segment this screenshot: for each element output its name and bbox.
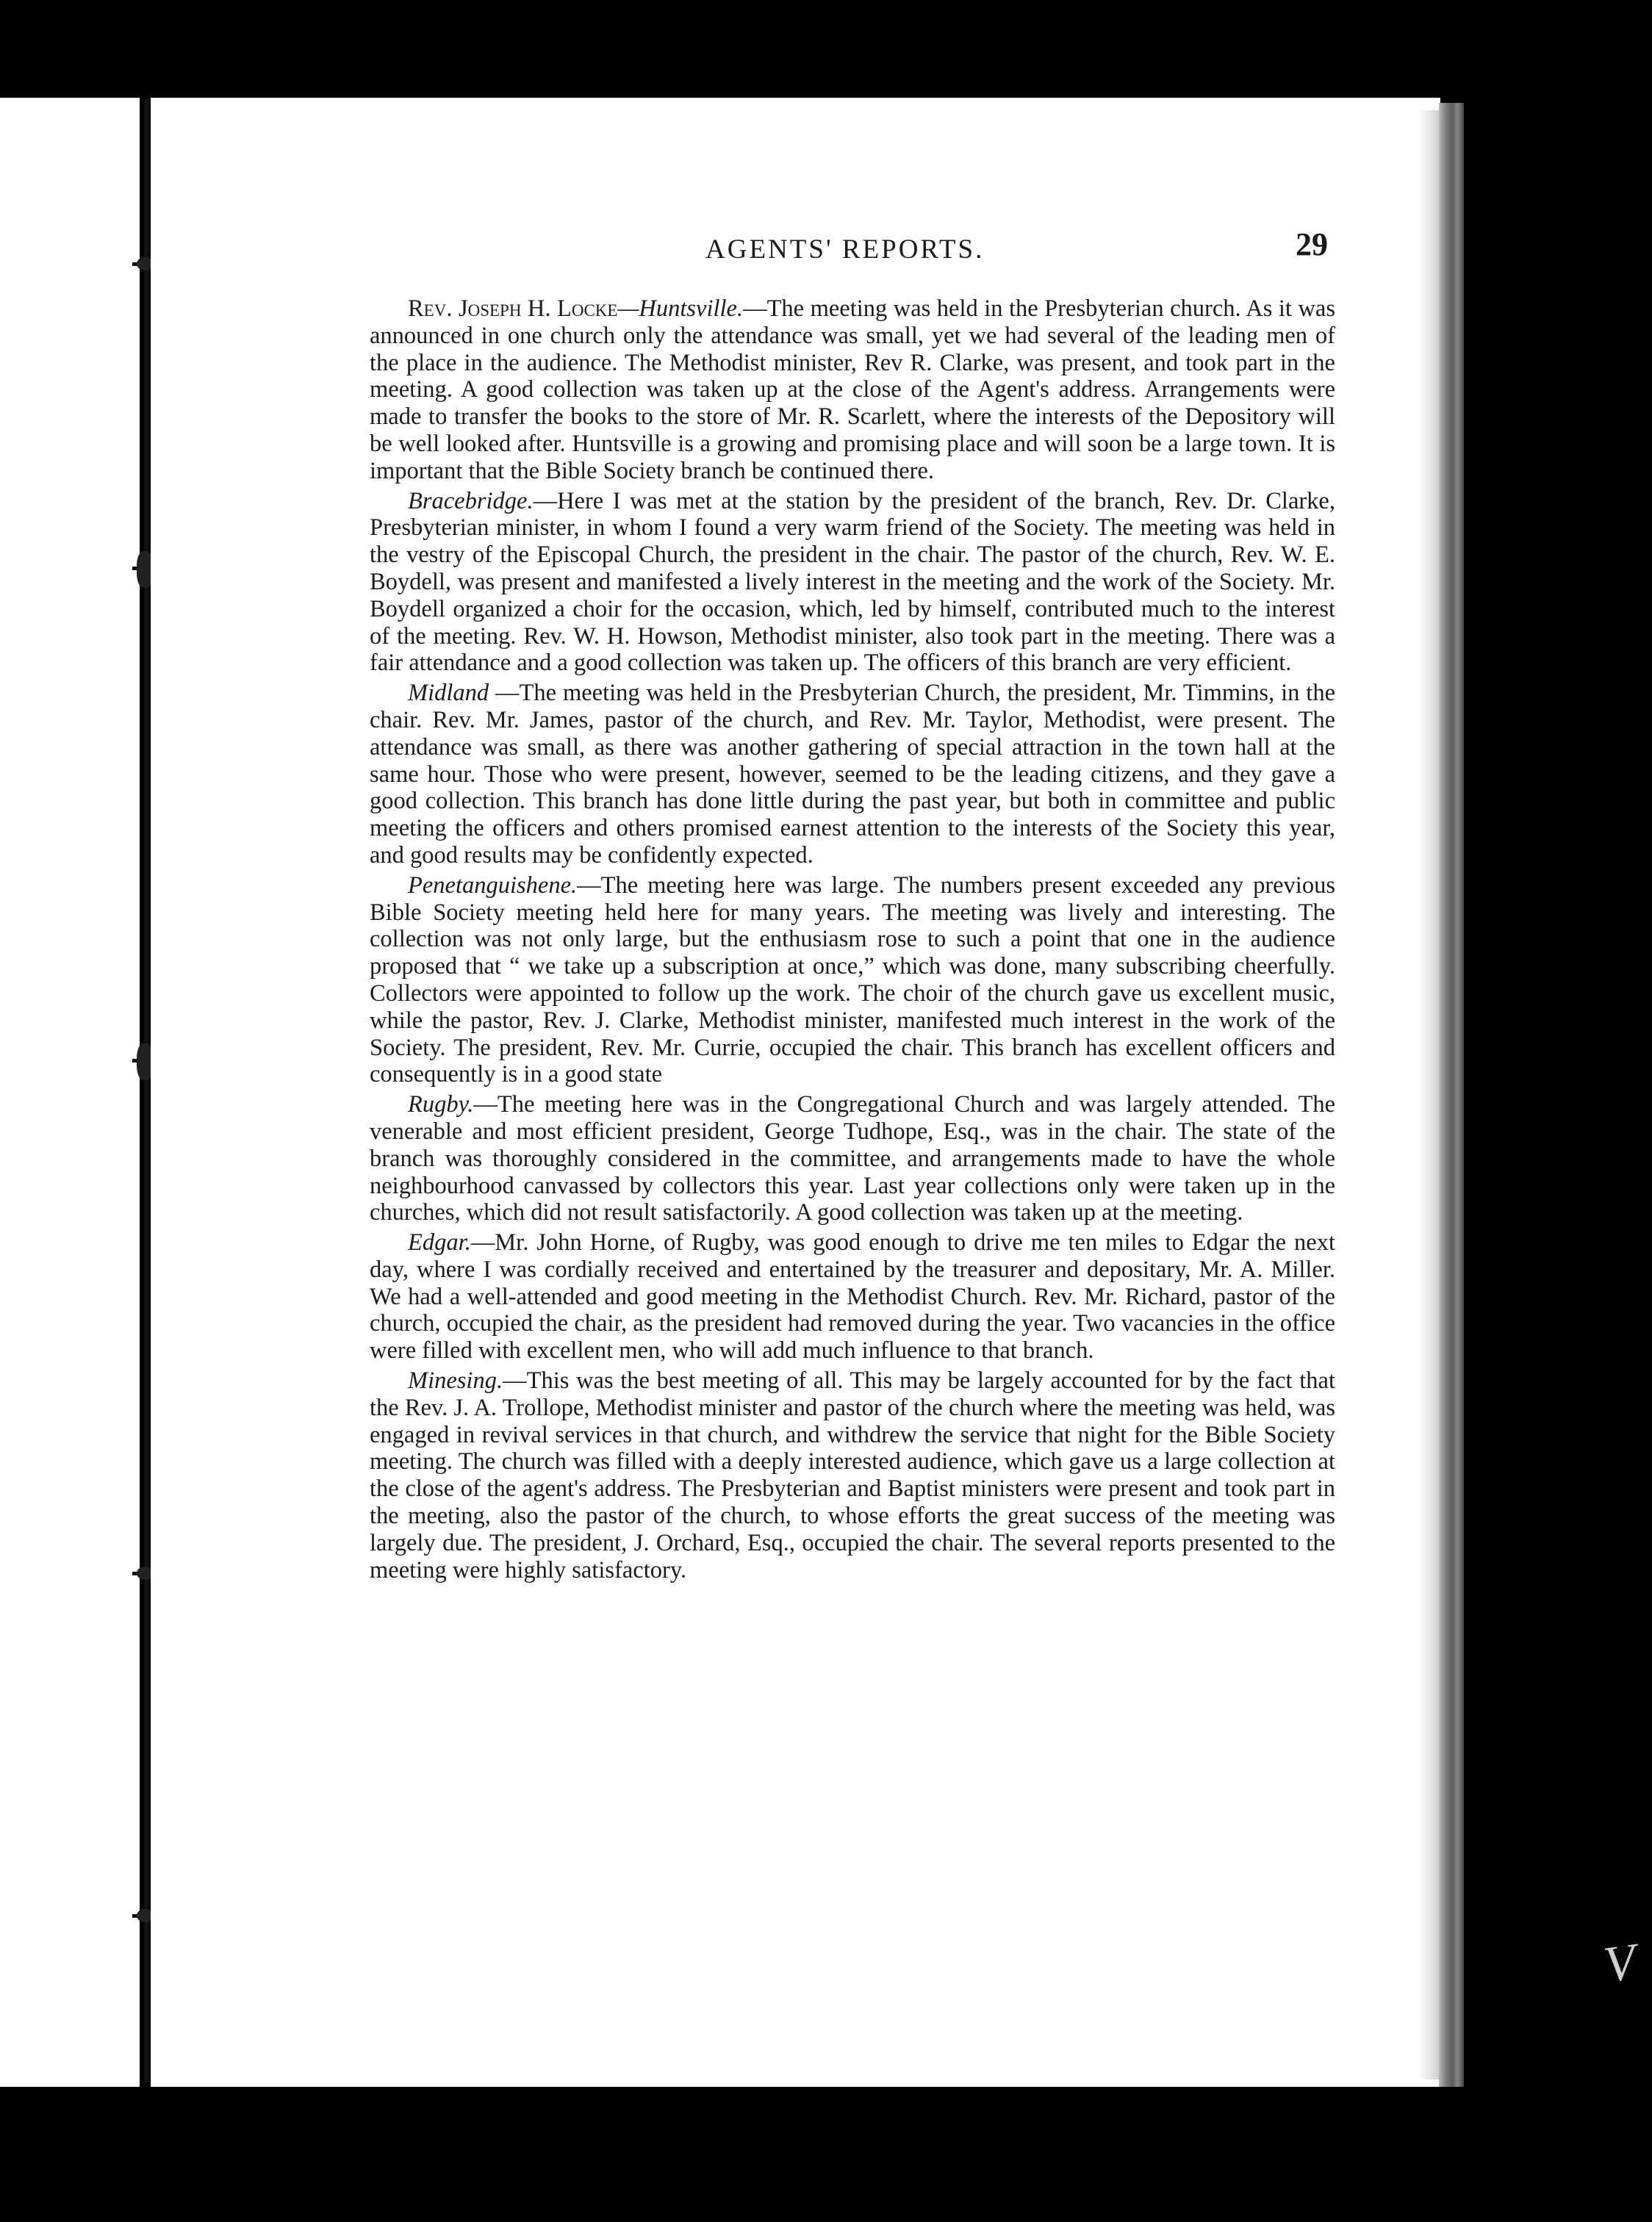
place-name: —Huntsville.	[617, 295, 744, 322]
running-title: AGENTS' REPORTS.	[705, 234, 985, 265]
paragraph-minesing	[370, 1367, 1335, 1583]
paragraph-text: —The meeting was held in the Presbyterian church. As it was announced in one church only the attendance was small, yet we had several of the leading men of the place in the audience. The Methodist minister, Rev R. Clarke, was present, and took part in the meeting. A good collection was taken up at the close of the Agent's address. Arrangements were made to transfer the books to the store of Mr. R. Scarlett, where the interests of the Depository will be well looked after. Huntsville is a growing and promising place and will soon be a large town. It is important that the Bible Society branch be continued there.	[370, 295, 1335, 484]
place-name: Edgar.	[408, 1229, 471, 1256]
place-name: Minesing.	[408, 1367, 503, 1395]
paragraph-rugby	[370, 1091, 1335, 1226]
agent-name: Rev. Joseph H. Locke	[408, 295, 618, 322]
paragraph-text: —The meeting was held in the Presbyterian Church, the president, Mr. Timmins, in the chair. Rev. Mr. James, pastor of the church, and Rev. Mr. Taylor, Methodist, were present. The attendance was small, as there was another gathering of special attraction in the town hall at the same hour. Those who were present, however, seemed to be the leading citizens, and they gave a good collection. This branch has done little during the past year, but both in committee and public meeting the officers and others promised earnest attention to the interests of the Society this year, and good results may be confidently expected.	[370, 680, 1335, 869]
page-stack-edge	[1418, 110, 1439, 2079]
paragraph-midland	[370, 680, 1335, 869]
paragraph-text: —The meeting here was large. The numbers present exceeded any previous Bible Society meeting held here for many years. The meeting was lively and interesting. The collection was not only large, but the enthusiasm rose to such a point that one in the audience proposed that “ we take up a subscription at once,” which was done, many subscribing cheerfully. Collectors were appointed to follow up the work. The choir of the church gave us excellent music, while the pastor, Rev. J. Clarke, Methodist minister, manifested much interest in the work of the Society. The president, Rev. Mr. Currie, occupied the chair. This branch has excellent officers and consequently is in a good state	[370, 871, 1335, 1088]
paragraph-penetanguishene	[370, 872, 1335, 1088]
paragraph-text: —The meeting here was in the Congregational Church and was largely attended. The venerable and most efficient president, George Tudhope, Esq., was in the chair. The state of the branch was thoroughly considered in the committee, and arrangements made to have the whole neighbourhood canvassed by collectors this year. Last year collections only were taken up in the churches, which did not result satisfactorily. A good collection was taken up at the meeting.	[370, 1091, 1335, 1226]
place-name: Bracebridge.	[408, 487, 534, 514]
page-stack-shadow	[1439, 103, 1464, 2087]
place-name: Rugby.	[408, 1091, 474, 1118]
paragraph-huntsville	[370, 295, 1335, 485]
previous-leaf-margin	[0, 98, 140, 2087]
binding-line	[144, 99, 149, 2083]
place-name: Midland	[408, 680, 489, 707]
paragraph-text: —This was the best meeting of all. This may be largely accounted for by the fact that the Rev. J. A. Trollope, Methodist minister and pastor of the church where the meeting was held, was engaged in revival services in that church, and withdrew the service that night for the Bible Society meeting. The church was filled with a deeply interested audience, which gave us a large collection at the close of the agent's address. The Presbyterian and Baptist ministers were present and took part in the meeting, also the pastor of the church, to whose efforts the great success of the meeting was largely due. The president, J. Orchard, Esq., occupied the chair. The several reports presented to the meeting were highly satisfactory.	[370, 1367, 1335, 1583]
paragraph-text: —Mr. John Horne, of Rugby, was good enough to drive me ten miles to Edgar the next day, where I was cordially received and entertained by the treasurer and depositary, Mr. A. Miller. We had a well-attended and good meeting in the Methodist Church. Rev. Mr. Richard, pastor of the church, occupied the chair, as the president had removed during the year. Two vacancies in the office were filled with excellent men, who will add much influence to that branch.	[370, 1229, 1335, 1365]
page-number: 29	[1296, 226, 1328, 262]
margin-mark: V	[1600, 1933, 1640, 1994]
report-body	[370, 295, 1335, 1586]
paragraph-text: —Here I was met at the station by the president of the branch, Rev. Dr. Clarke, Presbyterian minister, in whom I found a very warm friend of the Society. The meeting was held in the vestry of the Episcopal Church, the president in the chair. The pastor of the church, Rev. W. E. Boydell, was present and manifested a lively interest in the meeting and the work of the Society. Mr. Boydell organized a choir for the occasion, which, led by himself, contributed much to the interest of the meeting. Rev. W. H. Howson, Methodist minister, also took part in the meeting. There was a fair attendance and a good collection was taken up. The officers of this branch are very efficient.	[370, 487, 1335, 677]
place-name: Penetanguishene.	[408, 871, 578, 899]
paragraph-bracebridge	[370, 488, 1335, 677]
paragraph-edgar	[370, 1229, 1335, 1365]
